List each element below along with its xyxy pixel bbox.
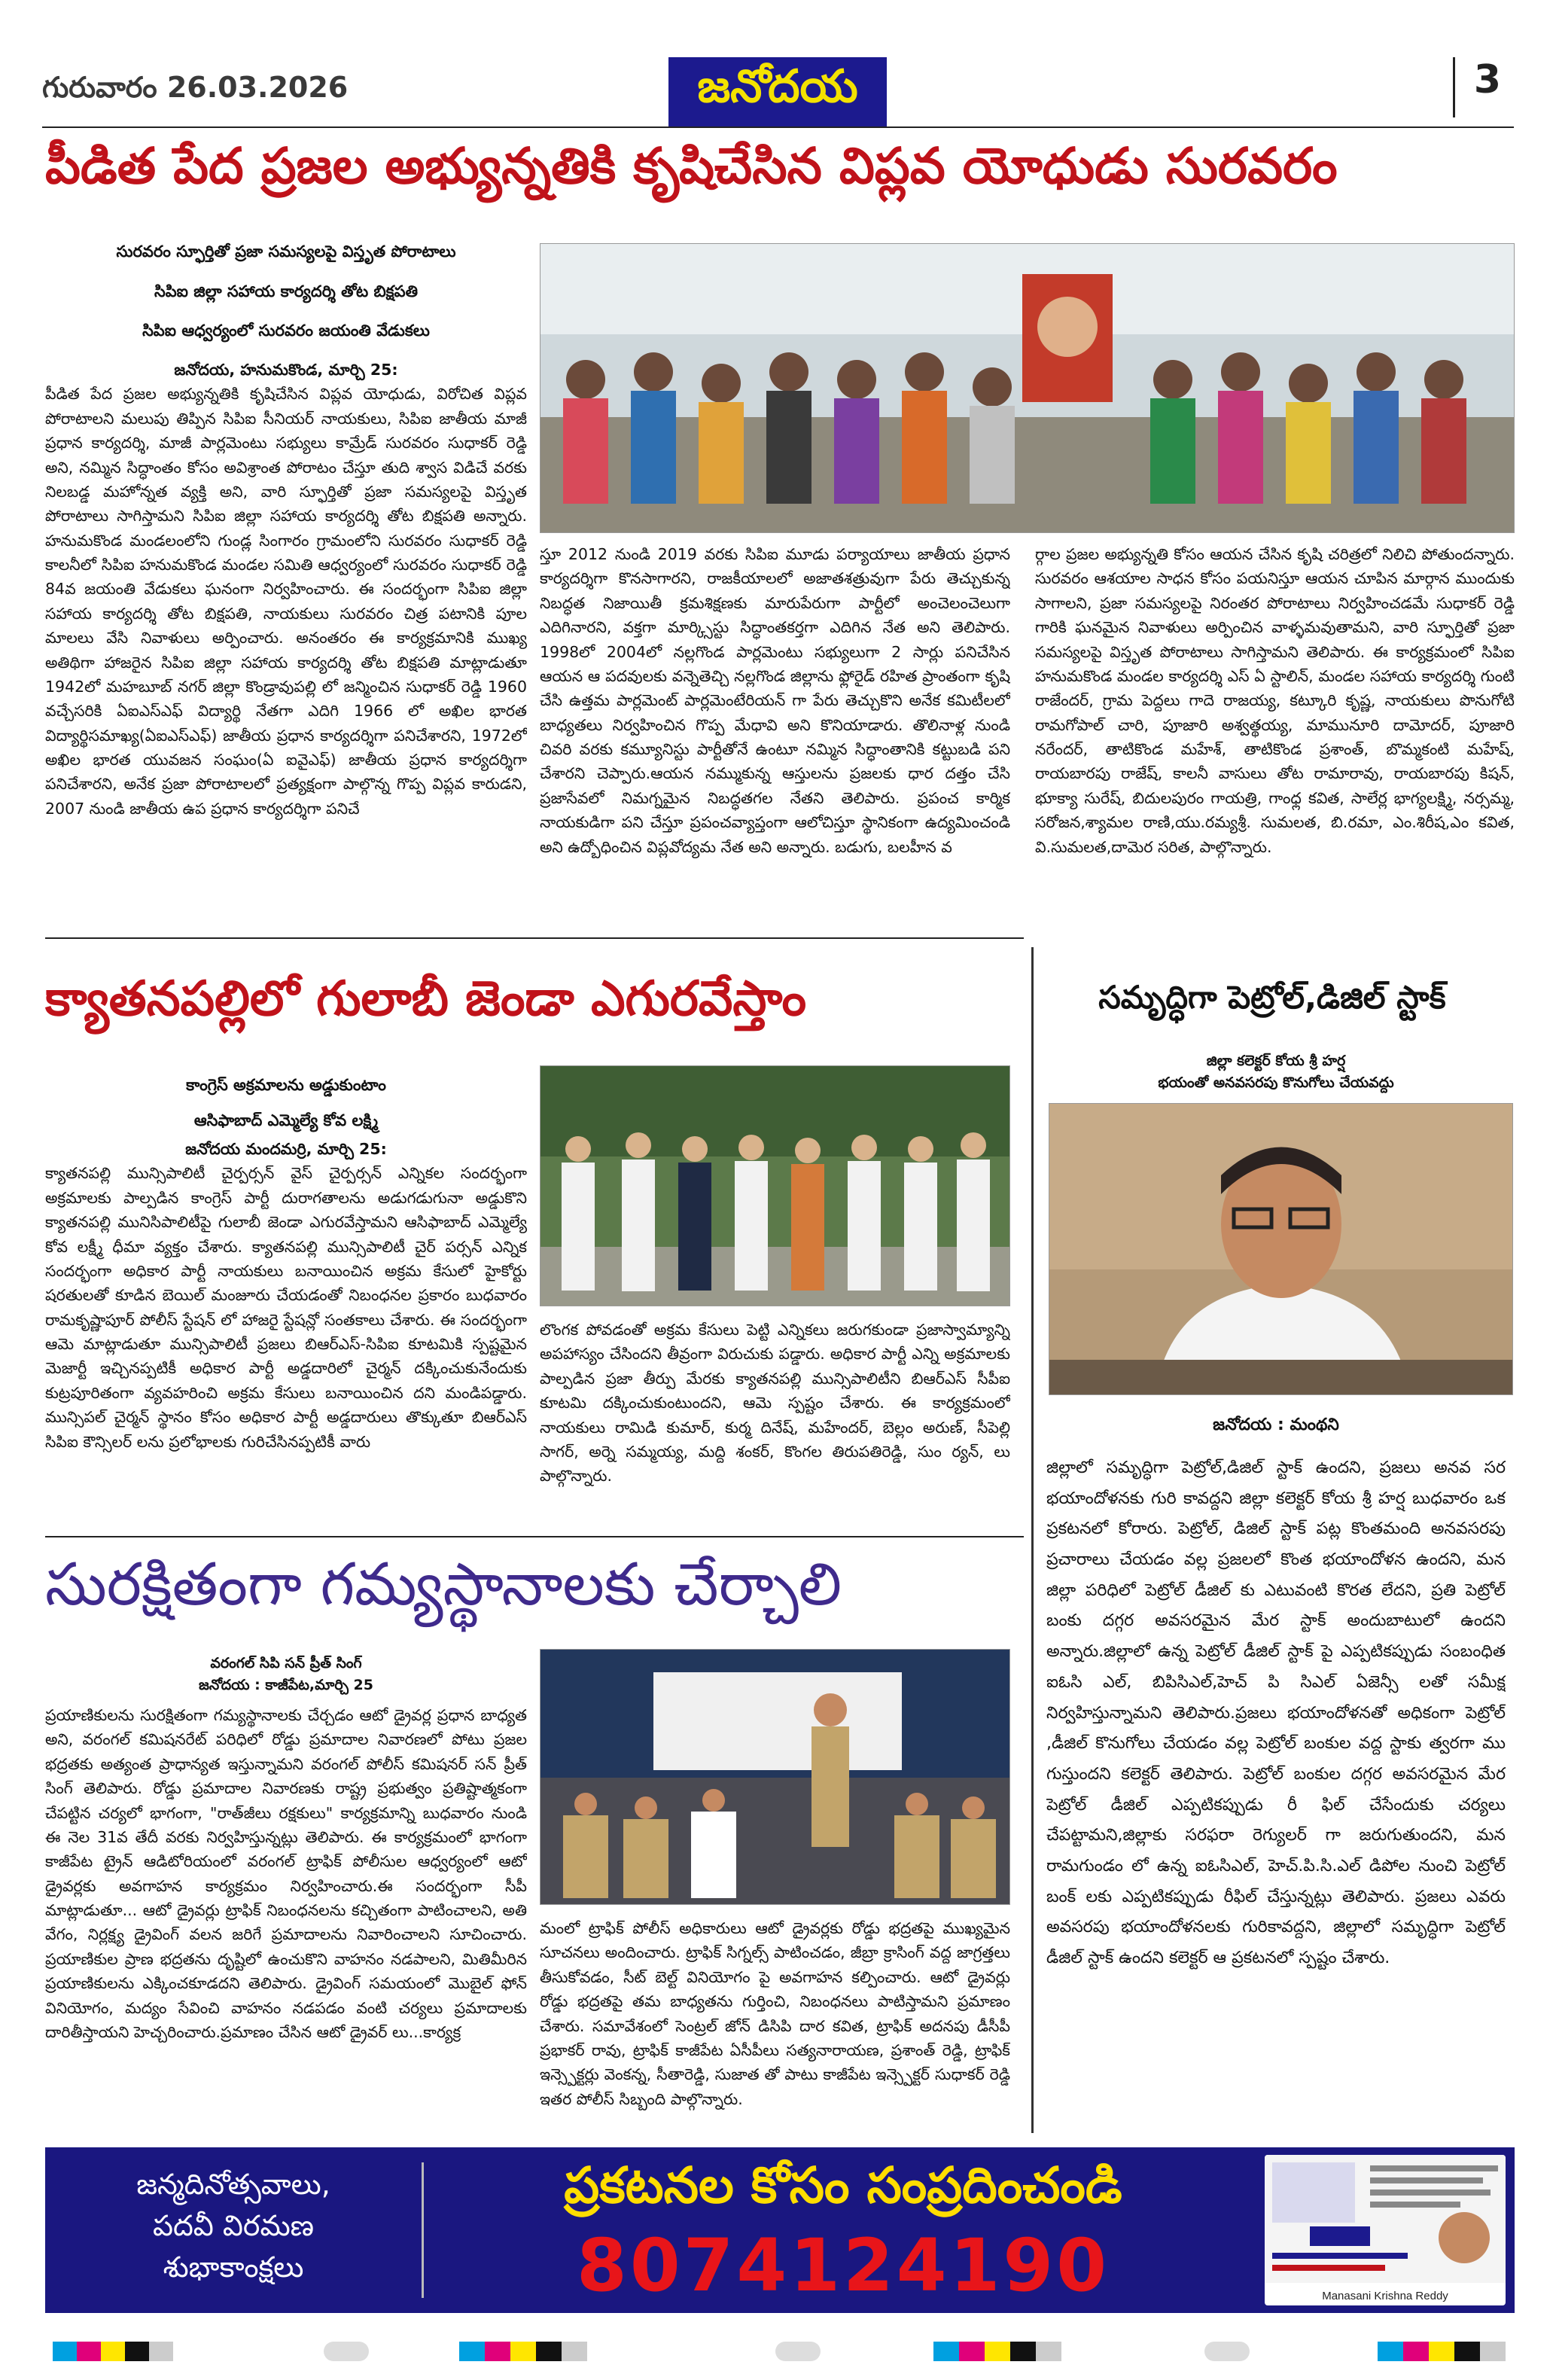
registration-mark [459, 2342, 587, 2361]
advert-divider [422, 2162, 424, 2298]
advert-title: ప్రకటనల కోసం సంప్రదించండి [564, 2156, 1122, 2214]
advert-line-3: శుభాకాంక్షలు [163, 2250, 304, 2284]
registration-dot [775, 2342, 821, 2361]
masthead-title: జనోదయ [697, 60, 858, 113]
story1-col2-text: స్తూ 2012 నుండి 2019 వరకు సిపిఐ మూడు పర్యాయాలు జాతీయ ప్రధాన కార్యదర్శిగా కొనసాగారని, రాజకీయాలలో అజాతశత్రువుగా పేరు తెచ్చుకున్న నిబద్ధత నిజాయితీ క్రమశిక్షణకు మారుపేరుగా పార్టీలో అంచెలంచెలుగా ఎదిగినారని, వక్తగా మార్క్సిస్టు సిద్ధాంతకర్తగా ఎదిగిన నేత అని తెలిపారు. 1998లో 2004లో నల్లగొండ పార్లమెంటు సభ్యులుగా 2 సార్లు పనిచేసిన ఆయన ఆ పదవులకు వన్నెతెచ్చి నల్లగొండ జిల్లాను ఫ్లోరైడ్ రహిత ప్రాంతంగా కృషి చేసి ఉత్తమ పార్లమెంట్ పార్లమెంటేరియన్ గా పేరు తెచ్చుకొని అనేక కమిటీలలో బాధ్యతలు నిర్వహించిన గొప్ప మేధావి అని కొనియాడారు. తొలినాళ్ల నుండి చివరి వరకు కమ్యూనిస్టు పార్టీతోనే ఉంటూ నమ్మిన సిద్ధాంతానికి కట్టుబడి పని చేశారని చెప్పారు.ఆయన నమ్ముకున్న ఆస్తులను ప్రజలకు ధార దత్తం చేసి ప్రజాసేవలో నిమగ్నమైన నిబద్ధతగల నేతని తెలిపారు. ప్రపంచ కార్మిక నాయకుడిగా పని చేస్తూ ప్రపంచవ్యాప్తంగా ఆలోచిస్తూ స్థానికంగా ఉద్యమించండి అని ఉద్బోధించిన విప్లవోద్యమ నేత అని అన్నారు. బడుగు, బలహీన వ [540, 545, 1010, 856]
story1-column-2 [540, 542, 1010, 915]
page-number-divider [1453, 57, 1455, 117]
story1-column-1 [45, 358, 527, 915]
story2-column-2 [540, 1318, 1010, 1528]
registration-dot [324, 2342, 369, 2361]
box-divider [1031, 947, 1034, 2133]
story3-headline: సమృద్ధిగా పెట్రోల్,డిజిల్ స్టాక్ [1098, 979, 1446, 1016]
registration-mark [933, 2342, 1061, 2361]
story2-photo [540, 1065, 1010, 1306]
story2-column-1 [45, 1137, 527, 1528]
story4-dateline: జనోదయ : కాజీపేట,మార్చి 25 [198, 1677, 373, 1694]
story4-headline: సురక్షితంగా గమ్యస్థానాలకు చేర్చాలి [45, 1551, 842, 1619]
story3-subhead-1: జిల్లా కలెక్టర్ కోయ శ్రీ హర్ష [1206, 1053, 1346, 1069]
advert-contact [467, 2156, 1220, 2306]
page-number: 3 [1473, 57, 1502, 102]
story2-col2-text: లొంగక పోవడంతో అక్రమ కేసులు పెట్టి ఎన్నికలు జరుగకుండా ప్రజాస్వామ్యాన్ని అపహాస్యం చేసిందని తీవ్రంగా విరుచుకు పడ్డారు. అధికార పార్టీ ఎన్ని అక్రమాలకు పాల్పడిన ప్రజా తీర్పు మేరకు క్యాతనపల్లి మున్సిపాలిటీని బిఆర్ఎస్ సీపీఐ కూటమి దక్కించుకుంటుందని, ఆమె స్పష్టం చేశారు. ఈ కార్యక్రమంలో నాయకులు రామిడి కుమార్, కుర్మ దినేష్, మహేందర్, బెల్లం అరుణ్, సీపెల్లి సాగర్, అర్నె సమ్మయ్య, మద్ది శంకర్, కొంగల తిరుపతిరెడ్డి, సుం ర్యన్, లు పాల్గొన్నారు. [540, 1321, 1010, 1486]
story3-subheads [1046, 1050, 1506, 1095]
section-rule-2 [45, 1536, 1024, 1537]
story4-column-1 [45, 1703, 527, 2132]
story3-photo-caption: జనోదయ : మంథని [1213, 1416, 1339, 1434]
story4-column-2 [540, 1916, 1010, 2135]
masthead-logo [668, 57, 887, 126]
advert-sample-card [1265, 2155, 1506, 2305]
story2-subheads [45, 1073, 527, 1132]
advert-line-2: పదవీ విరమణ [152, 2209, 315, 2243]
story4-subheads [45, 1653, 527, 1697]
story3-subhead-2: భయంతో అనవసరపు కొనుగోలు చేయవద్దు [1158, 1074, 1394, 1092]
advertisement-banner [45, 2147, 1515, 2313]
story4-photo [540, 1649, 1010, 1905]
story1-column-3 [1035, 542, 1515, 915]
story1-col1-text: పీడిత పేద ప్రజల అభ్యున్నతికి కృషిచేసిన విప్లవ యోధుడు, విరోచిత విప్లవ పోరాటాలని మలుపు తిప్పిన సిపిఐ సీనియర్ నాయకులు, సిపిఐ జాతీయ మాజీ ప్రధాన కార్యదర్శి, మాజీ పార్లమెంటు సభ్యులు కామ్రేడ్ సురవరం సుధాకర్ రెడ్డి అని, నమ్మిన సిద్ధాంతం కోసం అవిశ్రాంత పోరాటం చేస్తూ తుది శ్వాస విడిచే వరకు నిలబడ్డ మహోన్నత వ్యక్తి అని, వారి స్ఫూర్తితో ప్రజా సమస్యలపై విస్తృత పోరాటాలు సాగిస్తామని సిపిఐ జిల్లా సహాయ కార్యదర్శి తోట బిక్షపతి అన్నారు. హనుమకొండ మండలంలోని గుండ్ల సింగారం గ్రామంలోని సురవరం సుధాకర్ రెడ్డి కాలనీలో సిపిఐ హనుమకొండ మండల సమితి ఆధ్వర్యంలో సురవరం సుధాకర్ రెడ్డి 84వ జయంతి వేడుకలు ఘనంగా నిర్వహించారు. ఈ సందర్భంగా సిపిఐ జిల్లా సహాయ కార్యదర్శి తోట బిక్షపతి, నాయకులు సురవరం చిత్ర పటానికి పూల మాలలు వేసి నివాళులు అర్పించారు. అనంతరం ఈ కార్యక్రమానికి ముఖ్య అతిథిగా హాజరైన సిపిఐ జిల్లా సహాయ కార్యదర్శి తోట బిక్షపతి మాట్లాడుతూ 1942లో మహబూబ్ నగర్ జిల్లా కొండ్రావుపల్లి లో జన్మించిన సుధాకర్ రెడ్డి 1960 వచ్చేసరికి ఏఐఎస్ఎఫ్ విద్యార్థి నేతగా ఎదిగి 1966 లో అఖిల భారత విద్యార్థిసమాఖ్య(ఏఐఎస్ఎఫ్) జాతీయ ప్రధాన కార్యదర్శిగా పనిచేశారని, 1972లో అఖిల భారత యువజన సంఘం(ఏ ఐవైఎఫ్) జాతీయ ప్రధాన కార్యదర్శిగా పనిచేశారని, అనేక ప్రజా పోరాటాలలో ప్రత్యక్షంగా పాల్గొన్న గొప్ప విప్లవ కారుడని, 2007 నుండి జాతీయ ఉప ప్రధాన కార్యదర్శిగా పనిచే [45, 385, 527, 818]
story2-col1-text: క్యాతనపల్లి మున్సిపాలిటీ చైర్పర్సన్ వైస్ చైర్పర్సన్ ఎన్నికల సందర్భంగా అక్రమాలకు పాల్పడిన కాంగ్రెస్ పార్టీ దురాగతాలను అడుగడుగునా అడ్డుకొని క్యాతనపల్లి మునిసిపాలిటీపై గులాబీ జెండా ఎగురవేస్తామని ఆసిఫాబాద్ ఎమ్మెల్యే కోవ లక్ష్మీ ధీమా వ్యక్తం చేశారు. క్యాతనపల్లి మున్సిపాలిటీ చైర్ పర్సన్ ఎన్నిక సందర్భంగా అధికార పార్టీ నాయకులు బనాయించిన అక్రమ కేసులో హైకోర్టు షరతులతో కూడిన బెయిల్ మంజూరు చేయడంతో నిబంధనల ప్రకారం బుధవారం రామకృష్ణాపూర్ పోలీస్ స్టేషన్ లో హాజరై స్టేషన్లో సంతకాలు చేశారు. ఈ సందర్భంగా ఆమె మాట్లాడుతూ మున్సిపాలిటీ ప్రజలు బిఆర్ఎస్-సిపిఐ కూటమికి స్పష్టమైన మెజార్టీ ఇచ్చినప్పటికీ అధికార పార్టీ అడ్డదారిలో చైర్మన్ దక్కించుకునేందుకు కుట్రపూరితంగా వ్యవహరించి అక్రమ కేసులు బనాయించిన దని మండిపడ్డారు. మున్సిపల్ చైర్మన్ స్థానం కోసం అధికార పార్టీ అడ్డదారులు తొక్కుతూ బిఆర్ఎస్ సిపిఐ కౌన్సిలర్ లను ప్రలోభాలకు గురిచేసినప్పటికీ వారు [45, 1164, 527, 1451]
story4-col1-text: ప్రయాణికులను సురక్షితంగా గమ్యస్థానాలకు చేర్చడం ఆటో డ్రైవర్ల ప్రధాన బాధ్యత అని, వరంగల్ కమిషనరేట్ పరిధిలో రోడ్డు ప్రమాదాల నివారణలో పోటు ప్రజల భద్రతకు అత్యంత ప్రాధాన్యత ఇస్తున్నామని వరంగల్ పోలీస్ కమిషనర్ సన్ ప్రీత్ సింగ్ తెలిపారు. రోడ్డు ప్రమాదాల నివారణకు రాష్ట్ర ప్రభుత్వం ప్రతిష్టాత్మకంగా చేపట్టిన చర్యలో భాగంగా, "రాత్‌జీలు రక్షకులు" కార్యక్రమాన్ని బుధవారం నుండి ఈ నెల 31వ తేదీ వరకు నిర్వహిస్తున్నట్లు తెలిపారు. ఈ కార్యక్రమంలో భాగంగా కాజీపేట ట్రైన్ ఆడిటోరియంలో వరంగల్ ట్రాఫిక్ పోలీసుల ఆధ్వర్యంలో ఆటో డ్రైవర్లకు అవగాహన కార్యక్రమం నిర్వహించారు.ఈ సందర్భంగా సీపీ మాట్లాడుతూ... ఆటో డ్రైవర్లు ట్రాఫిక్ నిబంధనలను కచ్చితంగా పాటించాలని, అతి వేగం, నిర్లక్ష్య డ్రైవింగ్ వలన జరిగే ప్రమాదాలను నివారించాలని సూచించారు. ప్రయాణికుల ప్రాణ భద్రతను దృష్టిలో ఉంచుకొని వాహనం నడపాలని, మితిమీరిన ప్రయాణికులను ఎక్కించకూడదని తెలిపారు. డ్రైవింగ్ సమయంలో మొబైల్ ఫోన్ వినియోగం, మద్యం సేవించి వాహనం నడపడం వంటి చర్యలు ప్రమాదాలకు దారితీస్తాయని హెచ్చరించారు.ప్రమాణం చేసిన ఆటో డ్రైవర్ లు...కార్యక్ర [45, 1706, 527, 2041]
story4-subhead-1: వరంగల్ సిపి సన్ ప్రీత్ సింగ్ [210, 1655, 362, 1671]
registration-dot [1204, 2342, 1250, 2361]
registration-mark [53, 2342, 173, 2361]
story2-subhead-2: ఆసిఫాబాద్ ఎమ్మెల్యే కోవ లక్ష్మి [193, 1111, 379, 1129]
story1-subhead-3: సిపిఐ ఆధ్వర్యంలో సురవరం జయంతి వేడుకలు [142, 321, 430, 340]
story1-photo [540, 243, 1515, 533]
header-rule [42, 126, 1514, 128]
registration-mark [1378, 2342, 1506, 2361]
story2-subhead-1: కాంగ్రెస్ అక్రమాలను అడ్డుకుంటాం [186, 1076, 386, 1094]
section-rule-1 [45, 937, 1024, 939]
story4-col2-text: మంలో ట్రాఫిక్ పోలీస్ అధికారులు ఆటో డ్రైవర్లకు రోడ్డు భద్రతపై ముఖ్యమైన సూచనలు అందించారు. ట్రాఫిక్ సిగ్నల్స్ పాటించడం, జీబ్రా క్రాసింగ్ వద్ద జాగ్రత్తలు తీసుకోవడం, సీట్ బెల్ట్ వినియోగం పై అవగాహన కల్పించారు. ఆటో డ్రైవర్లు రోడ్డు భద్రతపై తమ బాధ్యతను గుర్తించి, నిబంధనలు పాటిస్తామని ప్రమాణం చేశారు. సమావేశంలో సెంట్రల్ జోన్ డిసిపి దార కవిత, ట్రాఫిక్ అదనపు డీసీపీ ప్రభాకర్ రావు, ట్రాఫిక్ కాజీపేట ఏసీపీలు సత్యనారాయణ, ప్రశాంత్ రెడ్డి, ట్రాఫిక్ ఇన్స్పెక్టర్లు వెంకన్న, సీతారెడ్డి, సుజాత తో పాటు కాజీపేట ఇన్స్పెక్టర్ సుధాకర్ రెడ్డి ఇతర పోలీస్ సిబ్బంది పాల్గొన్నారు. [540, 1919, 1010, 2108]
story1-subhead-2: సిపిఐ జిల్లా సహాయ కార్యదర్శి తోట బిక్షపతి [154, 282, 418, 300]
story1-subhead-1: సురవరం స్ఫూర్తితో ప్రజా సమస్యలపై విస్తృత పోరాటాలు [116, 242, 456, 261]
story3-body [1046, 1453, 1506, 2108]
story1-col3-text: ర్గాల ప్రజల అభ్యున్నతి కోసం ఆయన చేసిన కృషి చరిత్రలో నిలిచి పోతుందన్నారు. సురవరం ఆశయాల సాధన కోసం పయనిస్తూ ఆయన చూపిన మార్గాన ముందుకు సాగాలని, ప్రజా సమస్యలపై నిరంతర పోరాటాలు నిర్వహించడమే సుధాకర్ రెడ్డి గారికి ఘనమైన నివాళులు అర్పించిన వాళ్ళమవుతామని, వారి స్ఫూర్తితో ప్రజా సమస్యలపై విస్తృత పోరాటాలు సాగిస్తామని తెలిపారు. ఈ కార్యక్రమంలో సిపిఐ హనుమకొండ మండల కార్యదర్శి ఎస్ ఏ స్టాలిన్, మండల సహాయ కార్యదర్శి గుంటి రాజేందర్, గ్రామ పెద్దలు గాదె రాజయ్య, కట్కూరి కృష్ణ, నాయకులు పొనుగోటి రామగోపాల్ చారి, పూజారి అశ్వత్థయ్య, మామునూరి దామోదర్, పూజారి నరేందర్, తాటికొండ మహేశ్, తాటికొండ ప్రశాంత్, బొమ్మకంటి మహేష్, రాయబారపు రాజేష్, కాలనీ వాసులు తోట రామారావు, రాయబారపు కిషన్, భూక్యా సురేష్, బిదులపురం గాయత్రి, గాంధ్ల కవిత, సాలేర్ల భాగ్యలక్ష్మి, నర్సమ్మ, సరోజన,శ్యామల రాణి,యు.రమ్యశ్రీ. సుమలత, బి.రమా, ఎం.శిరీష,ఎం కవిత, వి.సుమలత,దామెర సరిత, పాల్గొన్నారు. [1035, 545, 1515, 856]
advert-occasions [75, 2164, 391, 2288]
advert-card-image-icon [1265, 2155, 1506, 2283]
story2-headline: క్యాతనపల్లిలో గులాబీ జెండా ఎగురవేస్తాం [45, 971, 807, 1027]
story2-dateline: జనోదయ మందమర్రి, మార్చి 25: [185, 1140, 387, 1158]
advert-line-1: జన్మదినోత్సవాలు, [136, 2168, 330, 2201]
story3-body-text: జిల్లాలో సమృద్ధిగా పెట్రోల్,డిజిల్ స్టాక్ ఉందని, ప్రజలు అనవ సర భయాందోళనకు గురి కావద్దని జిల్లా కలెక్టర్ కోయ శ్రీ హర్ష బుధవారం ఒక ప్రకటనలో కోరారు. పెట్రోల్, డిజిల్ స్టాక్ పట్ల కొంతమంది అనవసరపు ప్రచారాలు చేయడం వల్ల ప్రజలలో కొంత భయాందోళన ఉందని, మన జిల్లా పరిధిలో పెట్రోల్ డీజిల్ కు ఎటువంటి కొరత లేదని, ప్రతి పెట్రోల్ బంకు దగ్గర అవసరమైన మేర స్టాక్ అందుబాటులో ఉందని అన్నారు.జిల్లాలో ఉన్న పెట్రోల్ డీజిల్ స్టాక్ పై ఎప్పటికప్పుడు సంబంధిత ఐఓసి ఎల్, బిపిసిఎల్,హెచ్ పి సిఎల్ ఏజెన్సీ లతో సమీక్ష నిర్వహిస్తున్నామని తెలిపారు.ప్రజలు భయాందోళనతో అధికంగా పెట్రోల్ ,డీజిల్ కొనుగోలు చేయడం వల్ల పెట్రోల్ బంకుల వద్ద స్టాకు త్వరగా ము గుస్తుందని కలెక్టర్ తెలిపారు. పెట్రోల్ బంకుల దగ్గర అవసరమైన మేర పెట్రోల్ డీజిల్ ఎప్పటికప్పుడు రీ ఫిల్ చేసేందుకు చర్యలు చేపట్టామని,జిల్లాకు సరఫరా రెగ్యులర్ గా జరుగుతుందని, మన రామగుండం లో ఉన్న ఐఓసిఎల్, హెచ్.పి.సి.ఎల్ డిపోల నుంచి పెట్రోల్ బంక్ లకు ఎప్పటికప్పుడు రీఫిల్ చేస్తున్నట్లు తెలిపారు. ప్రజలు ఎవరు అవసరపు భయాందోళనలకు గురికావద్దని, జిల్లాలో సమృద్ధిగా పెట్రోల్ డీజిల్ స్టాక్ ఉందని కలెక్టర్ ఆ ప్రకటనలో స్పష్టం చేశారు. [1046, 1458, 1506, 1967]
story3-photo [1049, 1103, 1513, 1395]
story1-subheads [45, 239, 527, 343]
story1-dateline: జనోదయ, హనుమకొండ, మార్చి 25: [174, 361, 398, 379]
advert-card-name: Manasani Krishna Reddy [1322, 2290, 1448, 2302]
story1-headline: పీడిత పేద ప్రజల అభ్యున్నతికి కృషిచేసిన విప్లవ యోధుడు సురవరం [45, 137, 1338, 195]
issue-date: గురువారం 26.03.2026 [42, 71, 349, 104]
advert-phone[interactable]: 8074124190 [577, 2223, 1110, 2308]
